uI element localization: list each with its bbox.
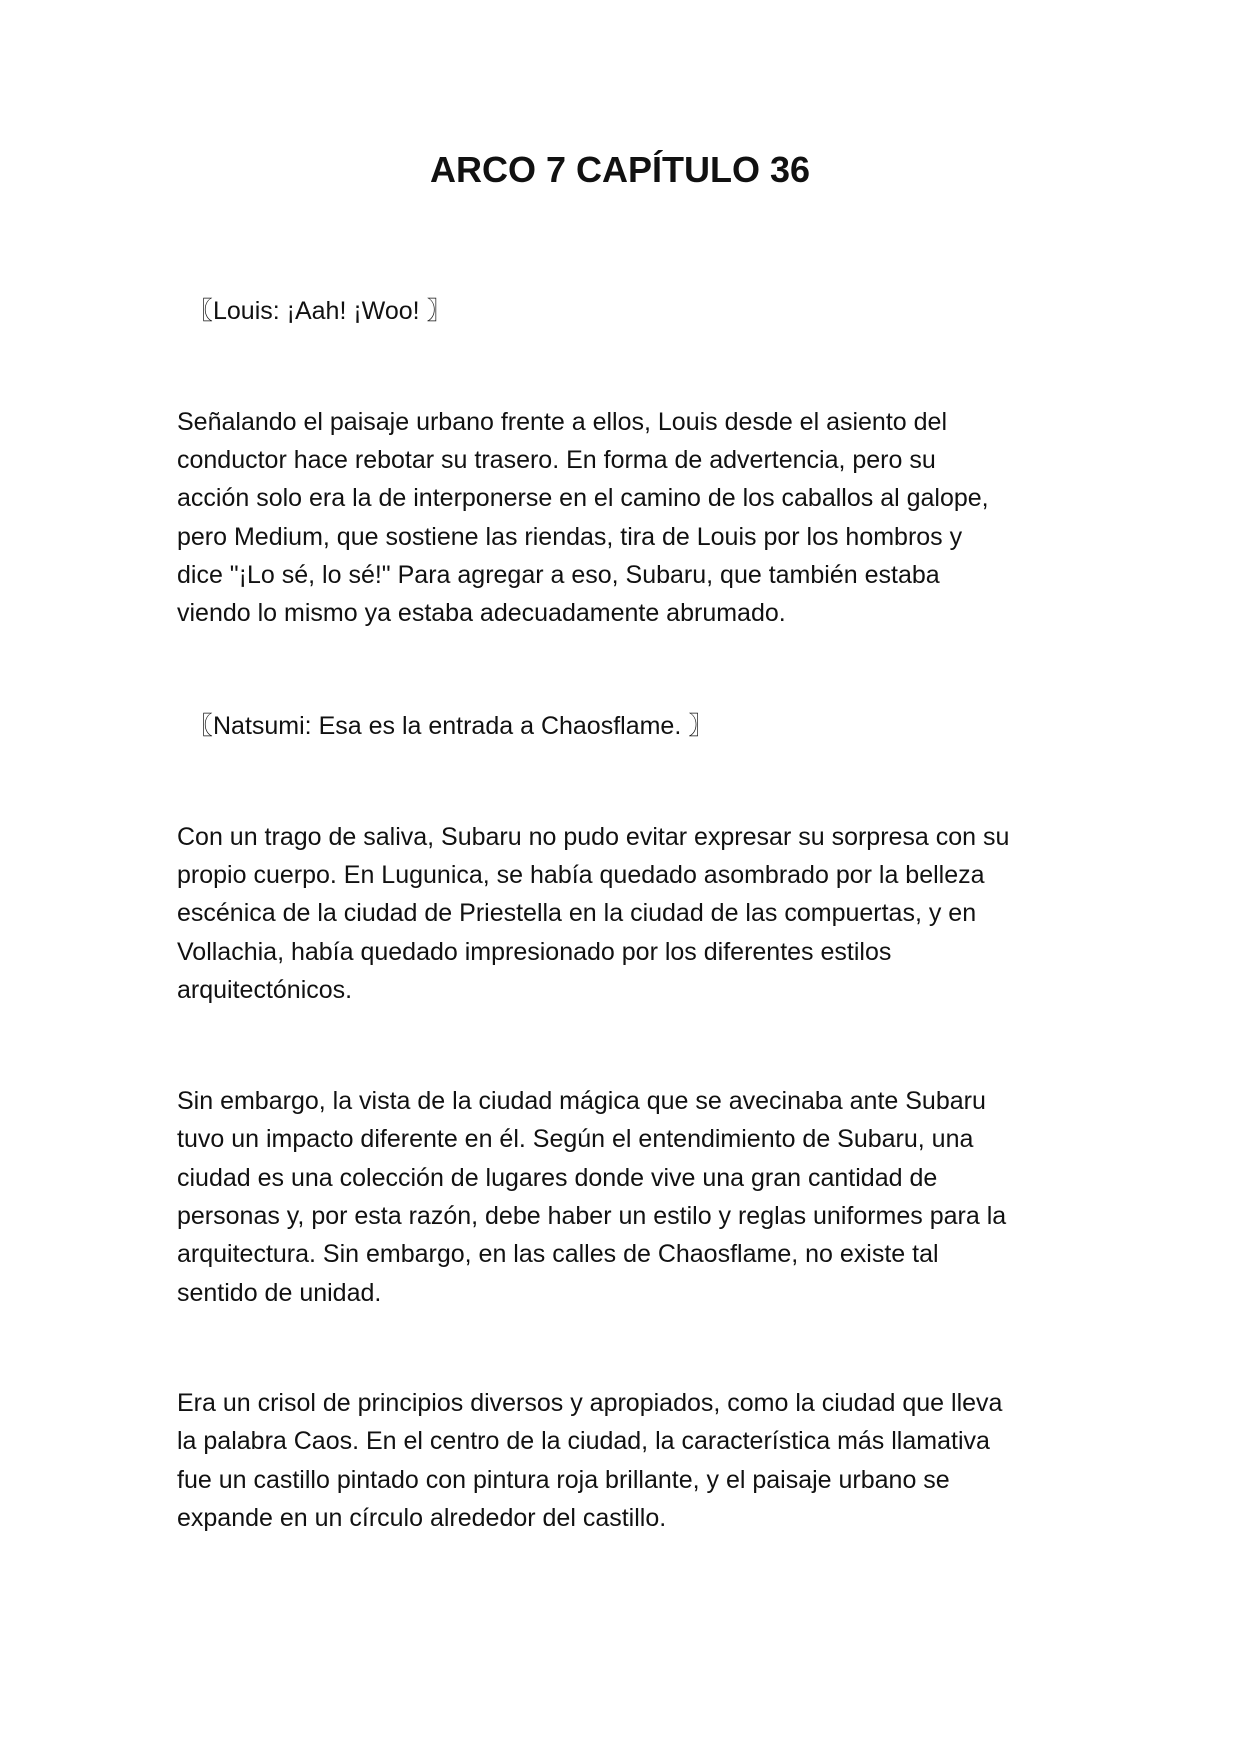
- dialogue-louis: 〖Louis: ¡Aah! ¡Woo! 〗: [188, 297, 452, 325]
- paragraph-line: acción solo era la de interponerse en el camino de los caballos al galope,: [177, 484, 989, 512]
- paragraph-line: Señalando el paisaje urbano frente a ellos, Louis desde el asiento del: [177, 408, 947, 436]
- paragraph-line: viendo lo mismo ya estaba adecuadamente abrumado.: [177, 599, 786, 627]
- paragraph-line: tuvo un impacto diferente en él. Según el entendimiento de Subaru, una: [177, 1125, 974, 1153]
- paragraph-line: Con un trago de saliva, Subaru no pudo evitar expresar su sorpresa con su: [177, 823, 1010, 851]
- paragraph-line: la palabra Caos. En el centro de la ciudad, la característica más llamativa: [177, 1427, 990, 1455]
- paragraph-line: escénica de la ciudad de Priestella en la ciudad de las compuertas, y en: [177, 899, 977, 927]
- chapter-title: ARCO 7 CAPÍTULO 36: [429, 149, 811, 190]
- dialogue-natsumi: 〖Natsumi: Esa es la entrada a Chaosflame. 〗: [188, 712, 714, 740]
- paragraph-line: Vollachia, había quedado impresionado por los diferentes estilos: [177, 938, 892, 966]
- paragraph-line: conductor hace rebotar su trasero. En forma de advertencia, pero su: [177, 446, 936, 474]
- paragraph-line: arquitectura. Sin embargo, en las calles de Chaosflame, no existe tal: [177, 1240, 939, 1268]
- paragraph-line: arquitectónicos.: [177, 976, 353, 1004]
- paragraph-line: dice "¡Lo sé, lo sé!" Para agregar a eso, Subaru, que también estaba: [177, 561, 940, 589]
- paragraph-line: Sin embargo, la vista de la ciudad mágica que se avecinaba ante Subaru: [177, 1087, 986, 1115]
- paragraph-line: personas y, por esta razón, debe haber un estilo y reglas uniformes para la: [177, 1202, 1007, 1230]
- paragraph-line: pero Medium, que sostiene las riendas, tira de Louis por los hombros y: [177, 523, 963, 551]
- paragraph-line: ciudad es una colección de lugares donde vive una gran cantidad de: [177, 1164, 938, 1192]
- paragraph-line: sentido de unidad.: [177, 1279, 382, 1307]
- paragraph-line: fue un castillo pintado con pintura roja brillante, y el paisaje urbano se: [177, 1466, 950, 1494]
- paragraph-line: propio cuerpo. En Lugunica, se había quedado asombrado por la belleza: [177, 861, 985, 889]
- paragraph-line: expande en un círculo alrededor del castillo.: [177, 1504, 667, 1532]
- paragraph-line: Era un crisol de principios diversos y apropiados, como la ciudad que lleva: [177, 1389, 1003, 1417]
